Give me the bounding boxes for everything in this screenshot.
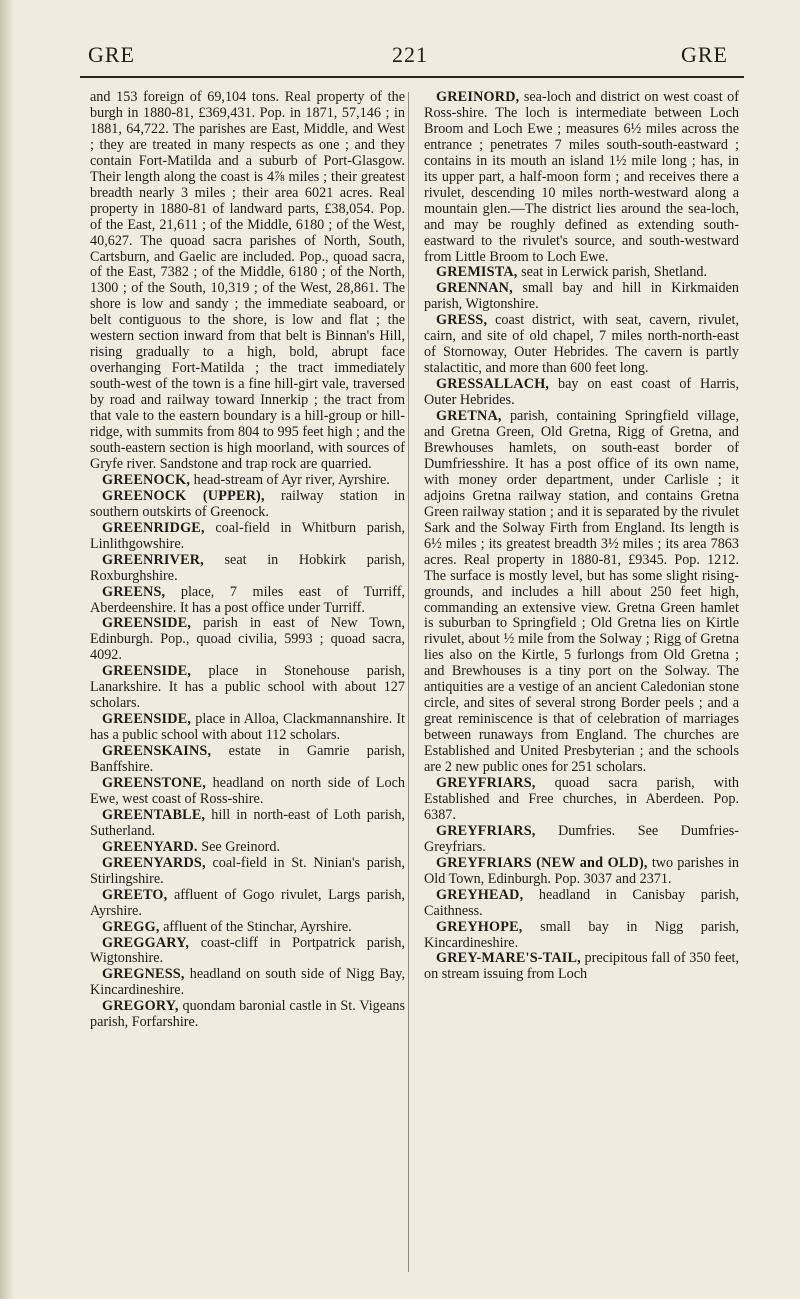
entry-text: quoad sacra parish, with Established and Free churches, in Aberdeen. Pop. 6387. <box>424 774 739 823</box>
entry-headword: GREENOCK, <box>102 471 191 488</box>
entry-text: headland in Canisbay parish, Caithness. <box>424 886 739 919</box>
entry-text: sea-loch and district on west coast of Ross-shire. The loch is intermediate between Loch Broom and Loch Ewe ; measures 6½ miles across the entrance ; penetrates 7 miles south-south-eastward ; contains in its mouth an island 1½ mile long ; has, in its upper part, a half-moon form ; and receives there a rivulet, descending 10 miles north-westward along a mountain glen.—The district lies around the sea-loch, and may be roughly defined as extending south-eastward to the rivulet's source, and south-westward from Little Broom to Loch Ewe. <box>424 89 739 265</box>
gazetteer-entry <box>90 967 405 999</box>
entry-text: parish in east of New Town, Edinburgh. Pop., quoad civilia, 5993 ; quoad sacra, 4092. <box>90 615 405 664</box>
entry-text: See Greinord. <box>197 838 281 855</box>
entry-headword: GREENYARDS, <box>102 854 206 871</box>
header-right-guideword: GRE <box>681 42 728 67</box>
entry-headword: GREENSKAINS, <box>102 743 212 760</box>
entry-text: affluent of Gogo rivulet, Largs parish, Ayrshire. <box>90 886 405 919</box>
entry-text: headland on south side of Nigg Bay, Kincardineshire. <box>90 966 405 999</box>
gazetteer-entry <box>424 824 739 856</box>
entry-headword: GREENRIDGE, <box>102 519 205 536</box>
entry-headword: GREENSIDE, <box>102 663 192 680</box>
entry-text: small bay in Nigg parish, Kincardineshire. <box>424 918 739 951</box>
right-column <box>424 90 739 983</box>
gazetteer-entry <box>90 776 405 808</box>
entry-headword: GREGGARY, <box>102 934 190 951</box>
scan-edge-shadow <box>0 0 14 1299</box>
entry-headword: GREYFRIARS, <box>436 822 536 839</box>
gazetteer-entry <box>424 856 739 888</box>
gazetteer-entry <box>90 521 405 553</box>
gazetteer-entry <box>90 920 405 936</box>
entry-text: coast district, with seat, cavern, rivulet, cairn, and site of old chapel, 7 miles north-north-east of Stornoway, Outer Hebrides. The cavern is partly stalactitic, and more than 600 feet long. <box>424 312 739 377</box>
entry-headword: GREENS, <box>102 583 166 600</box>
entry-text: railway station in southern outskirts of Greenock. <box>90 487 405 520</box>
gazetteer-entry <box>90 553 405 585</box>
gazetteer-entry <box>90 999 405 1031</box>
entry-headword: GREYHEAD, <box>436 886 524 903</box>
gazetteer-entry <box>424 951 739 983</box>
entry-text: affluent of the Stinchar, Ayrshire. <box>159 918 352 935</box>
entry-text: coal-field in St. Ninian's parish, Stirlingshire. <box>90 854 405 887</box>
entry-text: quondam baronial castle in St. Vigeans parish, Forfarshire. <box>90 998 405 1031</box>
gazetteer-entry <box>90 473 405 489</box>
gazetteer-entry <box>424 265 739 281</box>
entry-headword: GREENYARD. <box>102 838 198 855</box>
gazetteer-entry <box>424 776 739 824</box>
gazetteer-entry <box>424 409 739 776</box>
entry-headword: GREENSIDE, <box>102 615 192 632</box>
entry-text: coast-cliff in Portpatrick parish, Wigtonshire. <box>90 934 405 967</box>
column-divider <box>408 92 409 1272</box>
gazetteer-entry <box>90 888 405 920</box>
entry-headword: GREETO, <box>102 886 168 903</box>
header-rule <box>80 76 744 78</box>
gazetteer-entry <box>424 920 739 952</box>
gazetteer-entry <box>90 90 405 473</box>
entry-text: seat in Lerwick parish, Shetland. <box>517 264 708 281</box>
entry-headword: GREENSIDE, <box>102 711 192 728</box>
gazetteer-entry <box>90 744 405 776</box>
entry-text: two parishes in Old Town, Edinburgh. Pop. 3037 and 2371. <box>424 854 739 887</box>
entry-headword: GREENSTONE, <box>102 774 207 791</box>
entry-text: place, 7 miles east of Turriff, Aberdeenshire. It has a post office under Turriff. <box>90 583 405 616</box>
entry-headword: GRESS, <box>436 312 488 329</box>
entry-headword: GREYHOPE, <box>436 918 523 935</box>
gazetteer-entry <box>424 313 739 377</box>
header-left-guideword: GRE <box>88 42 135 67</box>
left-column <box>90 90 405 1031</box>
entry-text: small bay and hill in Kirkmaiden parish, Wigtonshire. <box>424 280 739 313</box>
gazetteer-entry <box>90 712 405 744</box>
entry-headword: GRESSALLACH, <box>436 376 550 393</box>
entry-headword: GRETNA, <box>436 408 502 425</box>
entry-text: head-stream of Ayr river, Ayrshire. <box>190 471 390 488</box>
entry-headword: GREGG, <box>102 918 160 935</box>
gazetteer-entry <box>424 888 739 920</box>
entry-text: estate in Gamrie parish, Banffshire. <box>90 743 405 776</box>
entry-headword: GREY-MARE'S-TAIL, <box>436 950 581 967</box>
entry-text: parish, containing Springfield village, and Gretna Green, Old Gretna, Rigg of Gretna, and Brewhouses hamlets, on south-east border of Dumfriesshire. It has a post office of its own name, with money order department, under Carlisle ; it adjoins Gretna railway station, and contains Gretna Green railway station ; and it is separated by the rivulet Sark and the Solway Firth from England. Its length is 6½ miles ; its greatest breadth 3½ miles ; its area 7863 acres. Real property in 1880-81, £9345. Pop. 1212. The surface is mostly level, but has some slight rising-grounds, and includes a hill about 250 feet high, commanding an extensive view. Gretna Green hamlet is suburban to Springfield ; Old Gretna lies on Kirtle rivulet, about ½ mile from the Solway ; Rigg of Gretna lies also on the Kirtle, 5 furlongs from Old Gretna ; and Brewhouses is a tiny port on the Solway. The antiquities are a vestige of an ancient Caledonian stone circle, and sites of several strong Border peels ; and a great reminiscence is that of celebration of marriages between runaways from England. The churches are Established and United Presbyterian ; and the schools are 2 new public ones for 251 scholars. <box>424 408 739 776</box>
entry-text: coal-field in Whitburn parish, Linlithgowshire. <box>90 519 405 552</box>
page-number: 221 <box>392 42 428 67</box>
gazetteer-entry <box>424 281 739 313</box>
entry-headword: GREGNESS, <box>102 966 185 983</box>
entry-headword: GREENRIVER, <box>102 551 204 568</box>
gazetteer-entry <box>90 489 405 521</box>
entry-text: seat in Hobkirk parish, Roxburghshire. <box>90 551 405 584</box>
entry-text: and 153 foreign of 69,104 tons. Real property of the burgh in 1880-81, £369,431. Pop. in 1871, 57,146 ; in 1881, 64,722. The parishes are East, Middle, and West ; they are treated in many respects as one ; and they contain Fort-Matilda and a suburb of Port-Glasgow. Their length along the coast is 4⅞ miles ; their greatest breadth nearly 3 miles ; their area 6021 acres. Real property in 1880-81 of landward parts, £38,054. Pop. of the East, 21,611 ; of the Middle, 6180 ; of the West, 40,627. The quoad sacra parishes of North, South, Cartsburn, and Gaelic are included. Pop., quoad sacra, of the East, 7382 ; of the Middle, 6180 ; of the North, 1300 ; of the South, 10,319 ; of the West, 28,861. The shore is low and sandy ; the immediate seaboard, or belt contiguous to the shore, is low and flat ; the western section inward from that belt is Binnan's Hill, rising gradually to a high, bold, abrupt face overhanging Fort-Matilda ; the tract immediately south-west of the town is a fine hill-girt vale, traversed by road and railway toward Innerkip ; the tract from that vale to the eastern boundary is a hill-group or hill-ridge, with summits from 804 to 995 feet high ; and the south-eastern section is high moorland, with sources of Gryfe river. Sandstone and trap rock are quarried. <box>90 89 405 472</box>
gazetteer-entry <box>90 808 405 840</box>
gazetteer-entry <box>90 936 405 968</box>
gazetteer-entry <box>424 377 739 409</box>
entry-text: place in Stonehouse parish, Lanarkshire. It has a public school with about 127 scholars. <box>90 663 405 712</box>
gazetteer-entry <box>90 616 405 664</box>
entry-text: bay on east coast of Harris, Outer Hebrides. <box>424 376 739 409</box>
entry-text: headland on north side of Loch Ewe, west coast of Ross-shire. <box>90 774 405 807</box>
gazetteer-entry <box>90 856 405 888</box>
entry-headword: GRENNAN, <box>436 280 513 297</box>
gazetteer-entry <box>90 840 405 856</box>
running-header <box>80 42 740 72</box>
entry-text: place in Alloa, Clackmannanshire. It has a public school with about 112 scholars. <box>90 711 405 744</box>
entry-headword: GREMISTA, <box>436 264 518 281</box>
entry-headword: GREGORY, <box>102 998 179 1015</box>
entry-text: precipitous fall of 350 feet, on stream issuing from Loch <box>424 950 739 983</box>
entry-headword: GREENOCK (UPPER), <box>102 487 265 504</box>
entry-headword: GREYFRIARS, <box>436 774 536 791</box>
entry-text: Dumfries. See Dumfries-Greyfriars. <box>424 822 739 855</box>
entry-headword: GREINORD, <box>436 89 520 105</box>
entry-headword: GREYFRIARS (NEW and OLD), <box>436 854 648 871</box>
gazetteer-entry <box>424 90 739 265</box>
entry-headword: GREENTABLE, <box>102 806 206 823</box>
gazetteer-entry <box>90 585 405 617</box>
entry-text: hill in north-east of Loth parish, Sutherland. <box>90 806 405 839</box>
gazetteer-entry <box>90 664 405 712</box>
